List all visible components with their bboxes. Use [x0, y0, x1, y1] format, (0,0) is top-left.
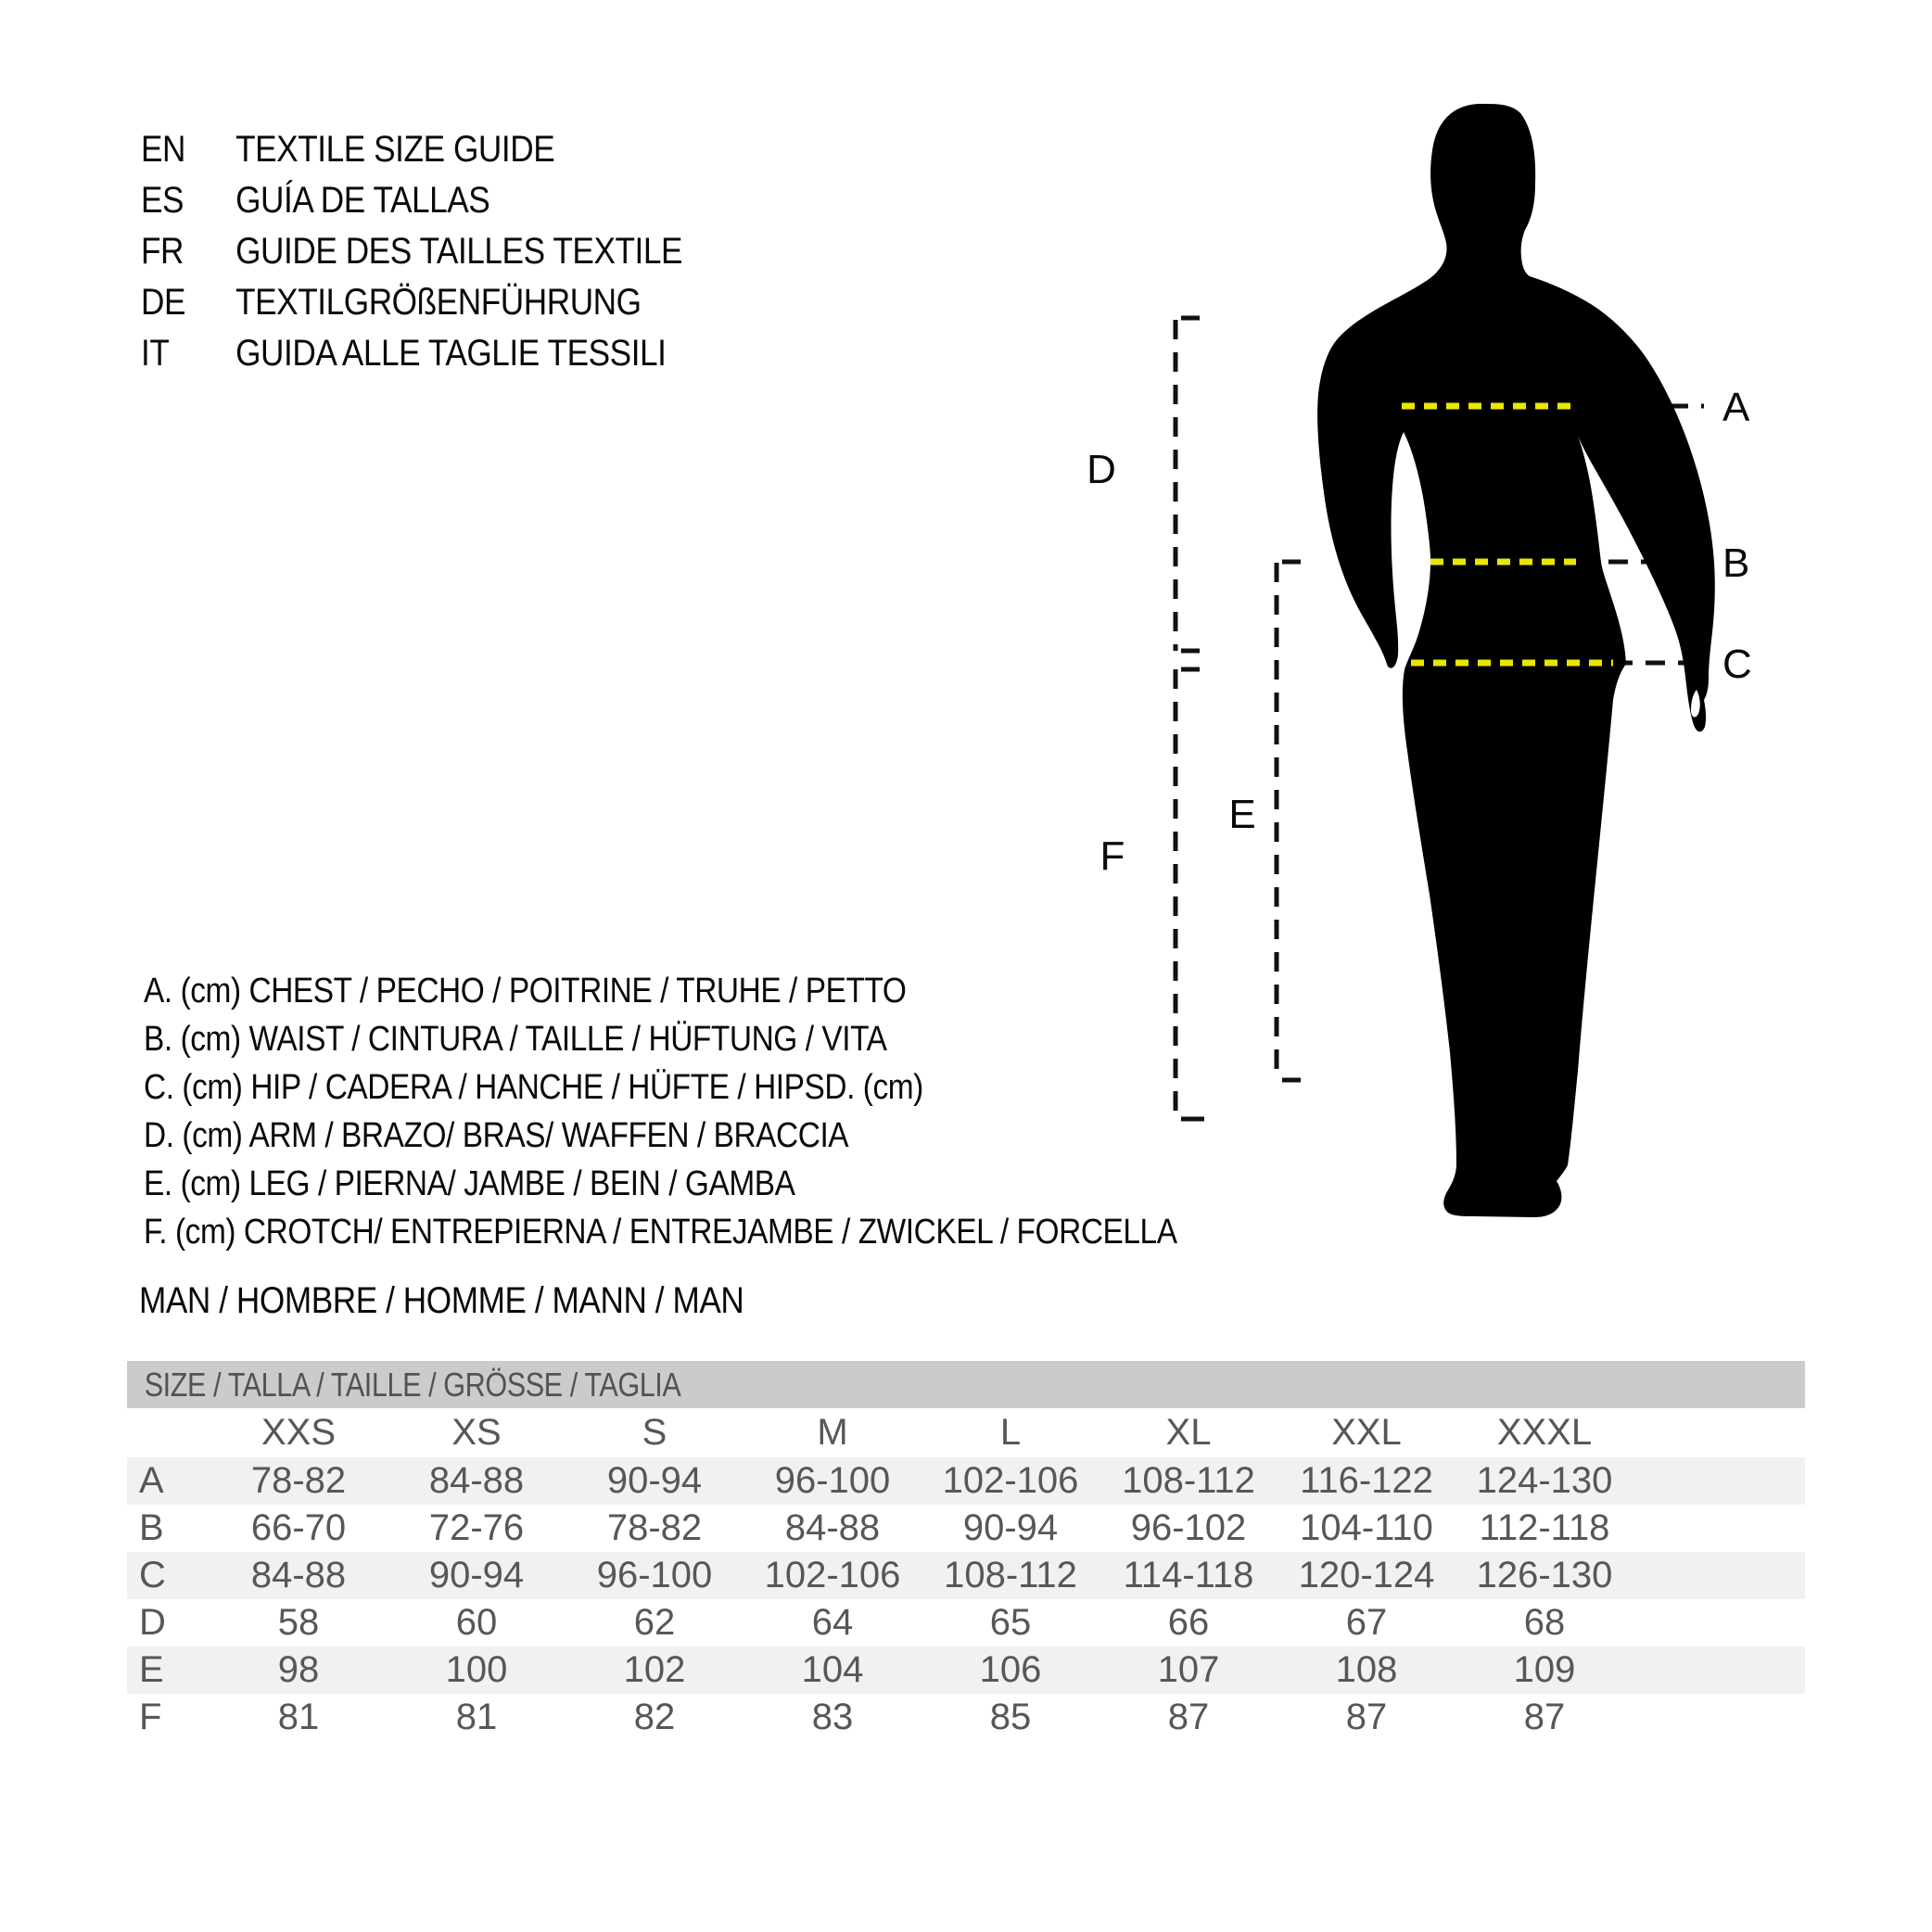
cell-a-xs: 84-88 — [428, 1460, 525, 1501]
cell-c-xxs: 84-88 — [250, 1555, 347, 1595]
cell-c-m: 102-106 — [764, 1555, 901, 1595]
language-code: ES — [141, 180, 184, 221]
guide-title: TEXTILGRÖßENFÜHRUNG — [235, 282, 642, 323]
table-row-b — [127, 1505, 1805, 1552]
cell-a-xxxl: 124-130 — [1476, 1460, 1613, 1501]
cell-b-l: 90-94 — [962, 1507, 1059, 1548]
size-col-xs: XS — [451, 1412, 502, 1453]
language-code: EN — [141, 129, 186, 170]
size-col-l: L — [999, 1412, 1022, 1453]
cell-f-xxxl: 87 — [1523, 1697, 1566, 1737]
cell-b-xxl: 104-110 — [1300, 1507, 1433, 1548]
size-col-xxxl: XXXL — [1496, 1412, 1593, 1453]
measure-letter-e: E — [1228, 792, 1256, 837]
cell-c-xs: 90-94 — [428, 1555, 525, 1595]
cell-f-xs: 81 — [455, 1697, 498, 1737]
cell-b-xl: 96-102 — [1130, 1507, 1247, 1548]
cell-d-xxl: 67 — [1345, 1602, 1388, 1643]
language-code: IT — [141, 333, 170, 374]
size-col-xl: XL — [1165, 1412, 1212, 1453]
legend-line-chest: A. (cm) CHEST / PECHO / POITRINE / TRUHE / PETTO — [144, 972, 907, 1010]
measurement-legend — [144, 967, 1177, 1256]
cell-c-xxxl: 126-130 — [1476, 1555, 1613, 1595]
legend-line-waist: B. (cm) WAIST / CINTURA / TAILLE / HÜFTUNG / VITA — [144, 1020, 887, 1059]
measure-letter-d: D — [1087, 447, 1116, 492]
cell-f-xxl: 87 — [1345, 1697, 1388, 1737]
cell-f-m: 83 — [811, 1697, 854, 1737]
cell-d-xl: 66 — [1167, 1602, 1210, 1643]
row-label: D — [139, 1602, 166, 1643]
cell-e-xs: 100 — [445, 1649, 508, 1690]
guide-title: GUÍA DE TALLAS — [235, 180, 490, 221]
language-code: FR — [141, 231, 184, 272]
row-label: C — [139, 1555, 166, 1595]
cell-a-xl: 108-112 — [1122, 1460, 1255, 1501]
legend-line-arm: D. (cm) ARM / BRAZO/ BRAS/ WAFFEN / BRACCIA — [144, 1116, 849, 1155]
cell-a-m: 96-100 — [774, 1460, 891, 1501]
measure-letter-b: B — [1722, 540, 1750, 586]
cell-a-l: 102-106 — [942, 1460, 1079, 1501]
language-code: DE — [141, 282, 186, 323]
table-row-e — [127, 1646, 1805, 1694]
cell-b-m: 84-88 — [784, 1507, 881, 1548]
cell-b-xxxl: 112-118 — [1479, 1507, 1610, 1548]
guide-title: GUIDE DES TAILLES TEXTILE — [235, 231, 683, 272]
table-row-c — [127, 1552, 1805, 1599]
cell-c-s: 96-100 — [596, 1555, 713, 1595]
size-col-xxl: XXL — [1331, 1412, 1402, 1453]
size-table — [127, 1361, 1805, 1741]
table-row-a — [127, 1457, 1805, 1505]
cell-e-l: 106 — [979, 1649, 1042, 1690]
cell-f-xxs: 81 — [277, 1697, 320, 1737]
cell-c-xxl: 120-124 — [1298, 1555, 1435, 1595]
guide-title: GUIDA ALLE TAGLIE TESSILI — [235, 333, 667, 374]
table-header-bar — [127, 1361, 1805, 1408]
size-col-xxs: XXS — [261, 1412, 337, 1453]
category-line: MAN / HOMBRE / HOMME / MANN / MAN — [139, 1280, 744, 1321]
guide-title: TEXTILE SIZE GUIDE — [235, 129, 555, 170]
cell-b-xxs: 66-70 — [250, 1507, 347, 1548]
size-header-row — [127, 1408, 1805, 1457]
table-row-d — [127, 1599, 1805, 1646]
cell-d-xs: 60 — [455, 1602, 498, 1643]
size-col-s: S — [642, 1412, 667, 1453]
cell-e-xxxl: 109 — [1513, 1649, 1576, 1690]
cell-d-l: 65 — [989, 1602, 1032, 1643]
measure-letter-f: F — [1099, 833, 1125, 879]
row-label: E — [139, 1649, 164, 1690]
legend-line-hip: C. (cm) HIP / CADERA / HANCHE / HÜFTE / HIPSD. (cm) — [144, 1068, 923, 1107]
table-row-f — [127, 1694, 1805, 1741]
cell-b-s: 78-82 — [606, 1507, 703, 1548]
cell-e-m: 104 — [801, 1649, 864, 1690]
measure-letter-c: C — [1722, 642, 1752, 687]
cell-c-l: 108-112 — [944, 1555, 1077, 1595]
cell-f-s: 82 — [633, 1697, 676, 1737]
cell-d-s: 62 — [633, 1602, 676, 1643]
row-label: A — [139, 1460, 164, 1501]
row-label: F — [139, 1697, 162, 1737]
cell-a-s: 90-94 — [606, 1460, 703, 1501]
cell-e-s: 102 — [623, 1649, 686, 1690]
cell-d-xxs: 58 — [277, 1602, 320, 1643]
cell-e-xxs: 98 — [277, 1649, 320, 1690]
table-header-title: SIZE / TALLA / TAILLE / GRÖSSE / TAGLIA — [144, 1366, 681, 1404]
cell-d-xxxl: 68 — [1523, 1602, 1566, 1643]
cell-f-xl: 87 — [1167, 1697, 1210, 1737]
cell-b-xs: 72-76 — [428, 1507, 525, 1548]
cell-a-xxs: 78-82 — [250, 1460, 347, 1501]
measure-letter-a: A — [1722, 385, 1750, 430]
legend-line-leg: E. (cm) LEG / PIERNA/ JAMBE / BEIN / GAMBA — [144, 1164, 795, 1203]
size-col-m: M — [817, 1412, 848, 1453]
cell-e-xl: 107 — [1157, 1649, 1220, 1690]
cell-a-xxl: 116-122 — [1300, 1460, 1433, 1501]
cell-c-xl: 114-118 — [1123, 1555, 1254, 1595]
cell-e-xxl: 108 — [1335, 1649, 1398, 1690]
row-label: B — [139, 1507, 164, 1548]
cell-f-l: 85 — [989, 1697, 1032, 1737]
cell-d-m: 64 — [811, 1602, 854, 1643]
legend-line-crotch: F. (cm) CROTCH/ ENTREPIERNA / ENTREJAMBE / ZWICKEL / FORCELLA — [144, 1213, 1177, 1252]
